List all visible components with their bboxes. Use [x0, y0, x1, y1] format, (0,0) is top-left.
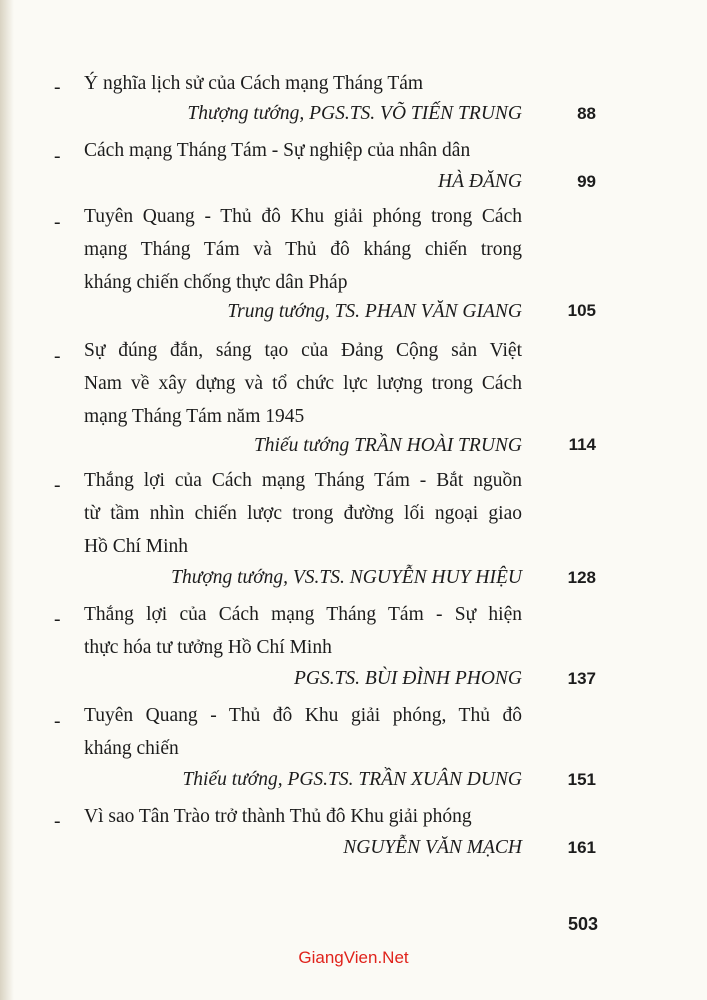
entry-dash: - [54, 711, 61, 732]
entry-title-line: mạng Tháng Tám năm 1945 [84, 406, 305, 427]
entry-page-number: 137 [567, 669, 596, 688]
entry-title-line: từ tầm nhìn chiến lược trong đường lối ngoại giao [84, 503, 522, 524]
entry-title-line: kháng chiến [84, 738, 179, 759]
watermark: GiangVien.Net [298, 948, 409, 967]
entry-title-line: Vì sao Tân Trào trở thành Thủ đô Khu giải phóng [84, 806, 472, 827]
entry-dash: - [54, 346, 61, 367]
entry-title-line: Cách mạng Tháng Tám - Sự nghiệp của nhân dân [84, 140, 471, 161]
entry-page-number: 151 [567, 770, 596, 789]
entry-author: Thiếu tướng, PGS.TS. TRẦN XUÂN DUNG [182, 769, 522, 790]
entry-dash: - [54, 146, 61, 167]
entry-title-line: Nam về xây dựng và tổ chức lực lượng trong Cách [84, 373, 522, 394]
entry-title-line: Thắng lợi của Cách mạng Tháng Tám - Sự hiện [84, 604, 522, 625]
entry-dash: - [54, 77, 61, 98]
entry-author: HÀ ĐĂNG [438, 171, 522, 192]
entry-title-line: Thắng lợi của Cách mạng Tháng Tám - Bắt nguồn [84, 470, 522, 491]
entry-dash: - [54, 811, 61, 832]
page-number: 503 [567, 914, 598, 934]
entry-title-line: thực hóa tư tưởng Hồ Chí Minh [84, 637, 332, 658]
entry-page-number: 161 [567, 838, 596, 857]
entry-title-line: Tuyên Quang - Thủ đô Khu giải phóng trong Cách [84, 206, 522, 227]
entry-author: PGS.TS. BÙI ĐÌNH PHONG [293, 668, 522, 689]
entry-dash: - [54, 609, 61, 630]
entry-title-line: kháng chiến chống thực dân Pháp [84, 272, 348, 293]
entry-author: NGUYỄN VĂN MẠCH [343, 837, 522, 858]
entry-dash: - [54, 212, 61, 233]
entry-author: Thượng tướng, VS.TS. NGUYỄN HUY HIỆU [171, 567, 522, 588]
entry-title-line: Sự đúng đắn, sáng tạo của Đảng Cộng sản Việt [84, 340, 522, 361]
page-gutter-shadow [0, 0, 14, 1000]
entry-author: Thượng tướng, PGS.TS. VÕ TIẾN TRUNG [187, 103, 522, 124]
entry-page-number: 114 [568, 435, 596, 454]
entry-title-line: Hồ Chí Minh [84, 536, 189, 557]
entry-title-line: mạng Tháng Tám và Thủ đô kháng chiến trong [84, 239, 522, 260]
entry-author: Trung tướng, TS. PHAN VĂN GIANG [227, 301, 522, 322]
entry-page-number: 88 [577, 104, 596, 123]
entry-title-line: Ý nghĩa lịch sử của Cách mạng Tháng Tám [84, 73, 424, 94]
entry-dash: - [54, 475, 61, 496]
entry-title-line: Tuyên Quang - Thủ đô Khu giải phóng, Thủ đô [84, 705, 522, 726]
entry-author: Thiếu tướng TRẦN HOÀI TRUNG [253, 435, 522, 456]
entry-page-number: 105 [567, 301, 596, 320]
entry-page-number: 128 [567, 568, 596, 587]
entry-page-number: 99 [577, 172, 596, 191]
